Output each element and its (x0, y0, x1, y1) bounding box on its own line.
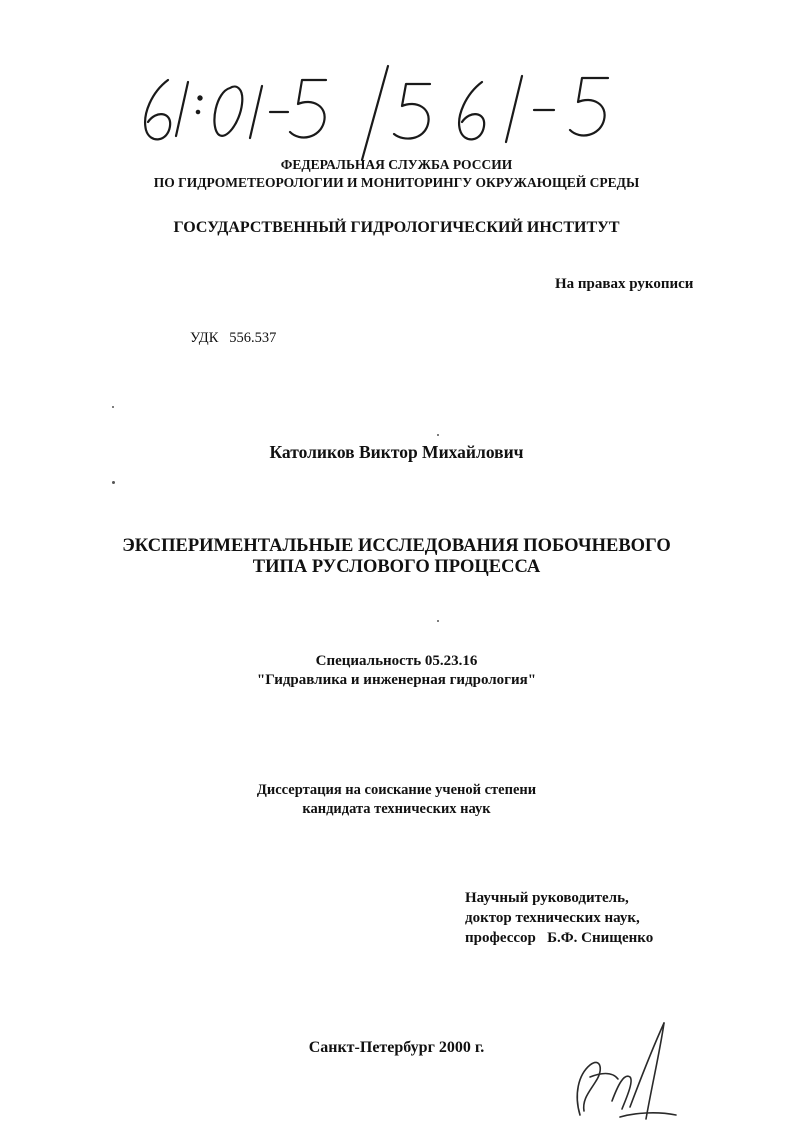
supervisor-line-2: доктор технических наук, (465, 910, 640, 926)
dissertation-line-2: кандидата технических наук (302, 801, 491, 817)
institute-name: ГОСУДАРСТВЕННЫЙ ГИДРОЛОГИЧЕСКИЙ ИНСТИТУТ (173, 219, 620, 236)
handwritten-archive-number (130, 62, 650, 162)
handwritten-signature (560, 1015, 690, 1125)
author-name: Католиков Виктор Михайлович (269, 442, 524, 462)
scan-speck (112, 406, 114, 408)
scan-speck (437, 434, 439, 436)
title-line-1: ЭКСПЕРИМЕНТАЛЬНЫЕ ИССЛЕДОВАНИЯ ПОБОЧНЕВОГО (122, 536, 671, 556)
dissertation-line-1: Диссертация на соискание ученой степени (256, 782, 537, 798)
scan-speck (112, 481, 115, 484)
scan-speck (437, 620, 439, 622)
city-year: Санкт-Петербург 2000 г. (308, 1039, 485, 1056)
agency-line-1: ФЕДЕРАЛЬНАЯ СЛУЖБА РОССИИ (280, 157, 513, 172)
rights-note: На правах рукописи (555, 276, 694, 292)
agency-line-2: ПО ГИДРОМЕТЕОРОЛОГИИ И МОНИТОРИНГУ ОКРУЖАЮЩЕЙ СРЕДЫ (153, 175, 640, 190)
udk-label: УДК (190, 330, 219, 346)
udk-value: 556.537 (229, 330, 277, 346)
supervisor-line-3: профессор Б.Ф. Снищенко (465, 930, 654, 946)
supervisor-line-1: Научный руководитель, (465, 890, 629, 906)
title-line-2: ТИПА РУСЛОВОГО ПРОЦЕССА (252, 557, 541, 577)
specialty-line-2: "Гидравлика и инженерная гидрология" (256, 672, 537, 688)
udk-line (190, 330, 276, 347)
specialty-line-1: Специальность 05.23.16 (315, 653, 478, 669)
